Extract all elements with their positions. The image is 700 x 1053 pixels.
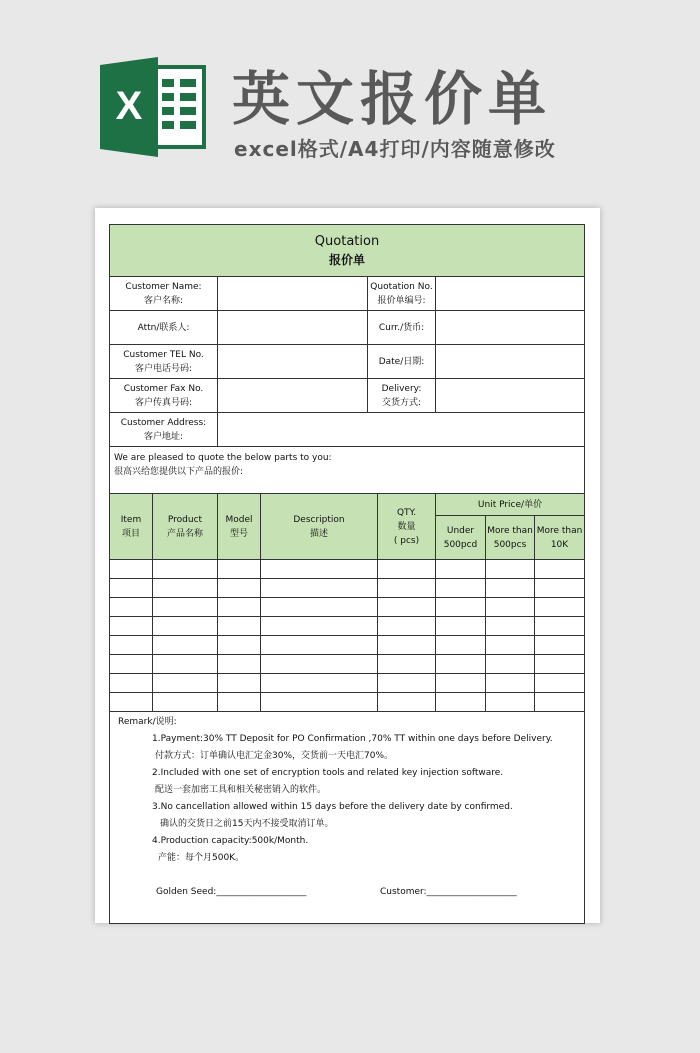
table-cell[interactable] [436,617,486,635]
table-row [110,693,584,712]
table-cell[interactable] [261,693,378,711]
value-customer-fax[interactable] [218,379,368,412]
table-cell[interactable] [110,617,153,635]
label-currency: Curr./货币: [368,311,436,344]
table-cell[interactable] [486,655,535,673]
label-attn: Attn/联系人: [110,311,218,344]
excel-icon [100,57,208,157]
label-customer-fax: Customer Fax No. 客户传真号码: [110,379,218,412]
table-cell[interactable] [261,579,378,597]
table-cell[interactable] [110,598,153,616]
table-row [110,579,584,598]
table-cell[interactable] [261,560,378,578]
table-cell[interactable] [378,636,436,654]
title-cn: 报价单 [328,252,365,267]
table-cell[interactable] [535,693,584,711]
remark-1-cn: 付款方式：订单确认电汇定金30%，交货前一天电汇70%。 [155,751,394,761]
col-item: Item 项目 [110,494,153,559]
banner-subtitle: excel格式/A4打印/内容随意修改 [234,137,556,161]
table-cell[interactable] [436,693,486,711]
table-cell[interactable] [153,579,218,597]
signature-seller: Golden Seed:____________________ [156,887,307,897]
table-header [110,494,584,560]
table-cell[interactable] [261,598,378,616]
document-page [95,208,600,923]
col-price-over-10k: More than 10K [536,525,583,550]
table-cell[interactable] [110,560,153,578]
table-cell[interactable] [378,598,436,616]
info-row-address [110,413,584,447]
table-cell[interactable] [436,655,486,673]
table-cell[interactable] [153,693,218,711]
table-row [110,655,584,674]
table-cell[interactable] [535,579,584,597]
table-cell[interactable] [261,674,378,692]
value-attn[interactable] [218,311,368,344]
table-cell[interactable] [535,636,584,654]
remark-2-cn: 配送一套加密工具和相关秘密销入的软件。 [155,785,327,795]
label-customer-name: Customer Name: 客户名称: [110,277,218,310]
remark-3: 3.No cancellation allowed within 15 days before the delivery date by confirmed. [152,802,513,812]
info-row-4 [110,379,584,413]
col-price-over-500: More than 500pcs [486,516,535,559]
sheet-title [110,225,584,277]
table-cell[interactable] [153,674,218,692]
banner [0,0,700,200]
table-row [110,674,584,693]
table-row [110,598,584,617]
quotation-sheet [109,224,585,924]
table-cell[interactable] [486,598,535,616]
table-cell[interactable] [486,693,535,711]
table-row [110,617,584,636]
table-cell[interactable] [535,598,584,616]
info-row-1 [110,277,584,311]
value-quotation-no[interactable] [436,277,584,310]
table-cell[interactable] [218,560,261,578]
table-cell[interactable] [218,579,261,597]
remark-1: 1.Payment:30% TT Deposit for PO Confirmation ,70% TT within one days before Delivery. [152,734,553,744]
table-cell[interactable] [378,674,436,692]
value-date[interactable] [436,345,584,378]
table-cell[interactable] [153,617,218,635]
col-description: Description 描述 [261,494,378,559]
table-cell[interactable] [486,617,535,635]
table-cell[interactable] [153,560,218,578]
table-cell[interactable] [486,579,535,597]
signature-customer: Customer:____________________ [380,887,517,897]
col-unit-price: Unit Price/单价 [436,494,584,516]
table-cell[interactable] [436,560,486,578]
label-customer-tel: Customer TEL No. 客户电话号码: [110,345,218,378]
label-customer-address: Customer Address: 客户地址: [110,413,218,446]
table-cell[interactable] [436,674,486,692]
table-cell[interactable] [110,674,153,692]
table-cell[interactable] [110,636,153,654]
table-cell[interactable] [436,598,486,616]
table-cell[interactable] [261,636,378,654]
label-delivery: Delivery: 交货方式: [368,379,436,412]
col-unit-price-group [436,494,584,559]
table-cell[interactable] [486,674,535,692]
table-row [110,636,584,655]
excel-logo-letter: X [115,84,143,128]
banner-title: 英文报价单 [232,65,553,133]
table-cell[interactable] [218,617,261,635]
table-cell[interactable] [486,636,535,654]
value-currency[interactable] [436,311,584,344]
table-cell[interactable] [153,636,218,654]
table-cell[interactable] [218,674,261,692]
table-cell[interactable] [378,617,436,635]
table-cell[interactable] [218,655,261,673]
table-cell[interactable] [110,693,153,711]
title-en: Quotation [314,233,380,249]
value-delivery[interactable] [436,379,584,412]
data-rows [110,560,584,712]
intro-note [110,447,584,494]
label-quotation-no: Quotation No. 报价单编号: [368,277,436,310]
table-cell[interactable] [535,617,584,635]
table-cell[interactable] [261,617,378,635]
table-cell[interactable] [436,636,486,654]
table-cell[interactable] [486,560,535,578]
table-cell[interactable] [218,693,261,711]
remark-4-cn: 产能：每个月500K。 [158,853,245,863]
value-customer-address[interactable] [218,413,584,446]
remarks-label: Remark/说明: [118,717,177,727]
table-cell[interactable] [378,560,436,578]
col-price-under-500: Under 500pcd [436,516,486,559]
table-cell[interactable] [535,674,584,692]
remarks [110,712,584,923]
intro-note-en: We are pleased to quote the below parts to you: [114,453,332,463]
table-cell[interactable] [218,598,261,616]
col-product: Product 产品名称 [153,494,218,559]
table-cell[interactable] [378,579,436,597]
table-cell[interactable] [436,579,486,597]
table-cell[interactable] [378,693,436,711]
remark-2: 2.Included with one set of encryption tools and related key injection software. [152,768,504,778]
table-cell[interactable] [535,655,584,673]
label-date: Date/日期: [368,345,436,378]
table-cell[interactable] [110,655,153,673]
table-cell[interactable] [218,636,261,654]
table-cell[interactable] [261,655,378,673]
col-qty: QTY. 数量 ( pcs) [378,494,436,559]
table-cell[interactable] [378,655,436,673]
table-cell[interactable] [110,579,153,597]
col-model: Model 型号 [218,494,261,559]
table-cell[interactable] [153,598,218,616]
table-row [110,560,584,579]
value-customer-name[interactable] [218,277,368,310]
table-cell[interactable] [535,560,584,578]
value-customer-tel[interactable] [218,345,368,378]
intro-note-cn: 很高兴给您提供以下产品的报价: [114,467,244,477]
table-cell[interactable] [153,655,218,673]
remark-3-cn: 确认的交货日之前15天内不接受取消订单。 [160,819,334,829]
remark-4: 4.Production capacity:500k/Month. [152,836,309,846]
info-row-2 [110,311,584,345]
info-row-3 [110,345,584,379]
